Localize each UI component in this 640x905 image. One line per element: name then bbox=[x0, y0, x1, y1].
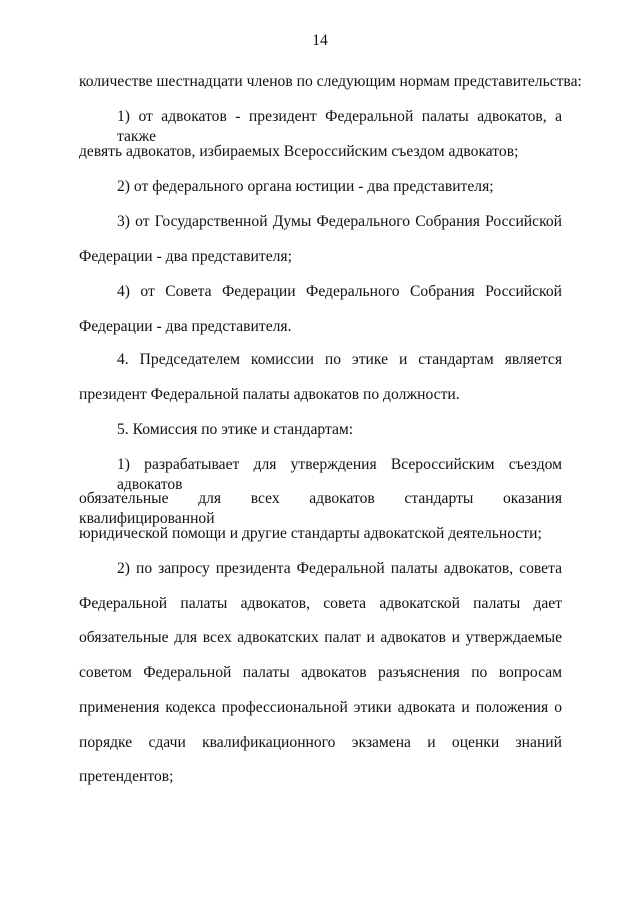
text-line: советом Федеральной палаты адвокатов разъяснения по вопросам bbox=[79, 664, 562, 681]
text-line: порядке сдачи квалификационного экзамена и оценки знаний bbox=[79, 734, 562, 751]
text-line: применения кодекса профессиональной этики адвоката и положения о bbox=[79, 699, 562, 716]
text-line: Федеральной палаты адвокатов, совета адвокатской палаты дает bbox=[79, 595, 562, 612]
text-line: 4) от Совета Федерации Федерального Собрания Российской bbox=[117, 283, 562, 300]
page-number: 14 bbox=[312, 32, 328, 49]
text-line: обязательные для всех адвокатов стандарты оказания квалифицированной bbox=[79, 490, 562, 527]
text-line: юридической помощи и другие стандарты адвокатской деятельности; bbox=[79, 525, 542, 542]
text-line: 5. Комиссия по этике и стандартам: bbox=[117, 421, 354, 438]
text-line: 2) по запросу президента Федеральной палаты адвокатов, совета bbox=[117, 560, 562, 577]
text-line: Федерации - два представителя; bbox=[79, 248, 292, 265]
text-line: девять адвокатов, избираемых Всероссийским съездом адвокатов; bbox=[79, 143, 519, 160]
text-line: президент Федеральной палаты адвокатов по должности. bbox=[79, 386, 460, 403]
text-line: 1) разрабатывает для утверждения Всероссийским съездом адвокатов bbox=[117, 456, 562, 493]
text-line: количестве шестнадцати членов по следующим нормам представительства: bbox=[79, 73, 582, 90]
text-line: 3) от Государственной Думы Федерального Собрания Российской bbox=[117, 213, 562, 230]
text-line: 4. Председателем комиссии по этике и стандартам является bbox=[117, 351, 562, 368]
text-line: обязательные для всех адвокатских палат и адвокатов и утверждаемые bbox=[79, 629, 562, 646]
text-line: 2) от федерального органа юстиции - два представителя; bbox=[117, 178, 494, 195]
text-line: 1) от адвокатов - президент Федеральной палаты адвокатов, а также bbox=[117, 108, 562, 145]
text-line: Федерации - два представителя. bbox=[79, 318, 292, 335]
text-line: претендентов; bbox=[79, 768, 174, 785]
